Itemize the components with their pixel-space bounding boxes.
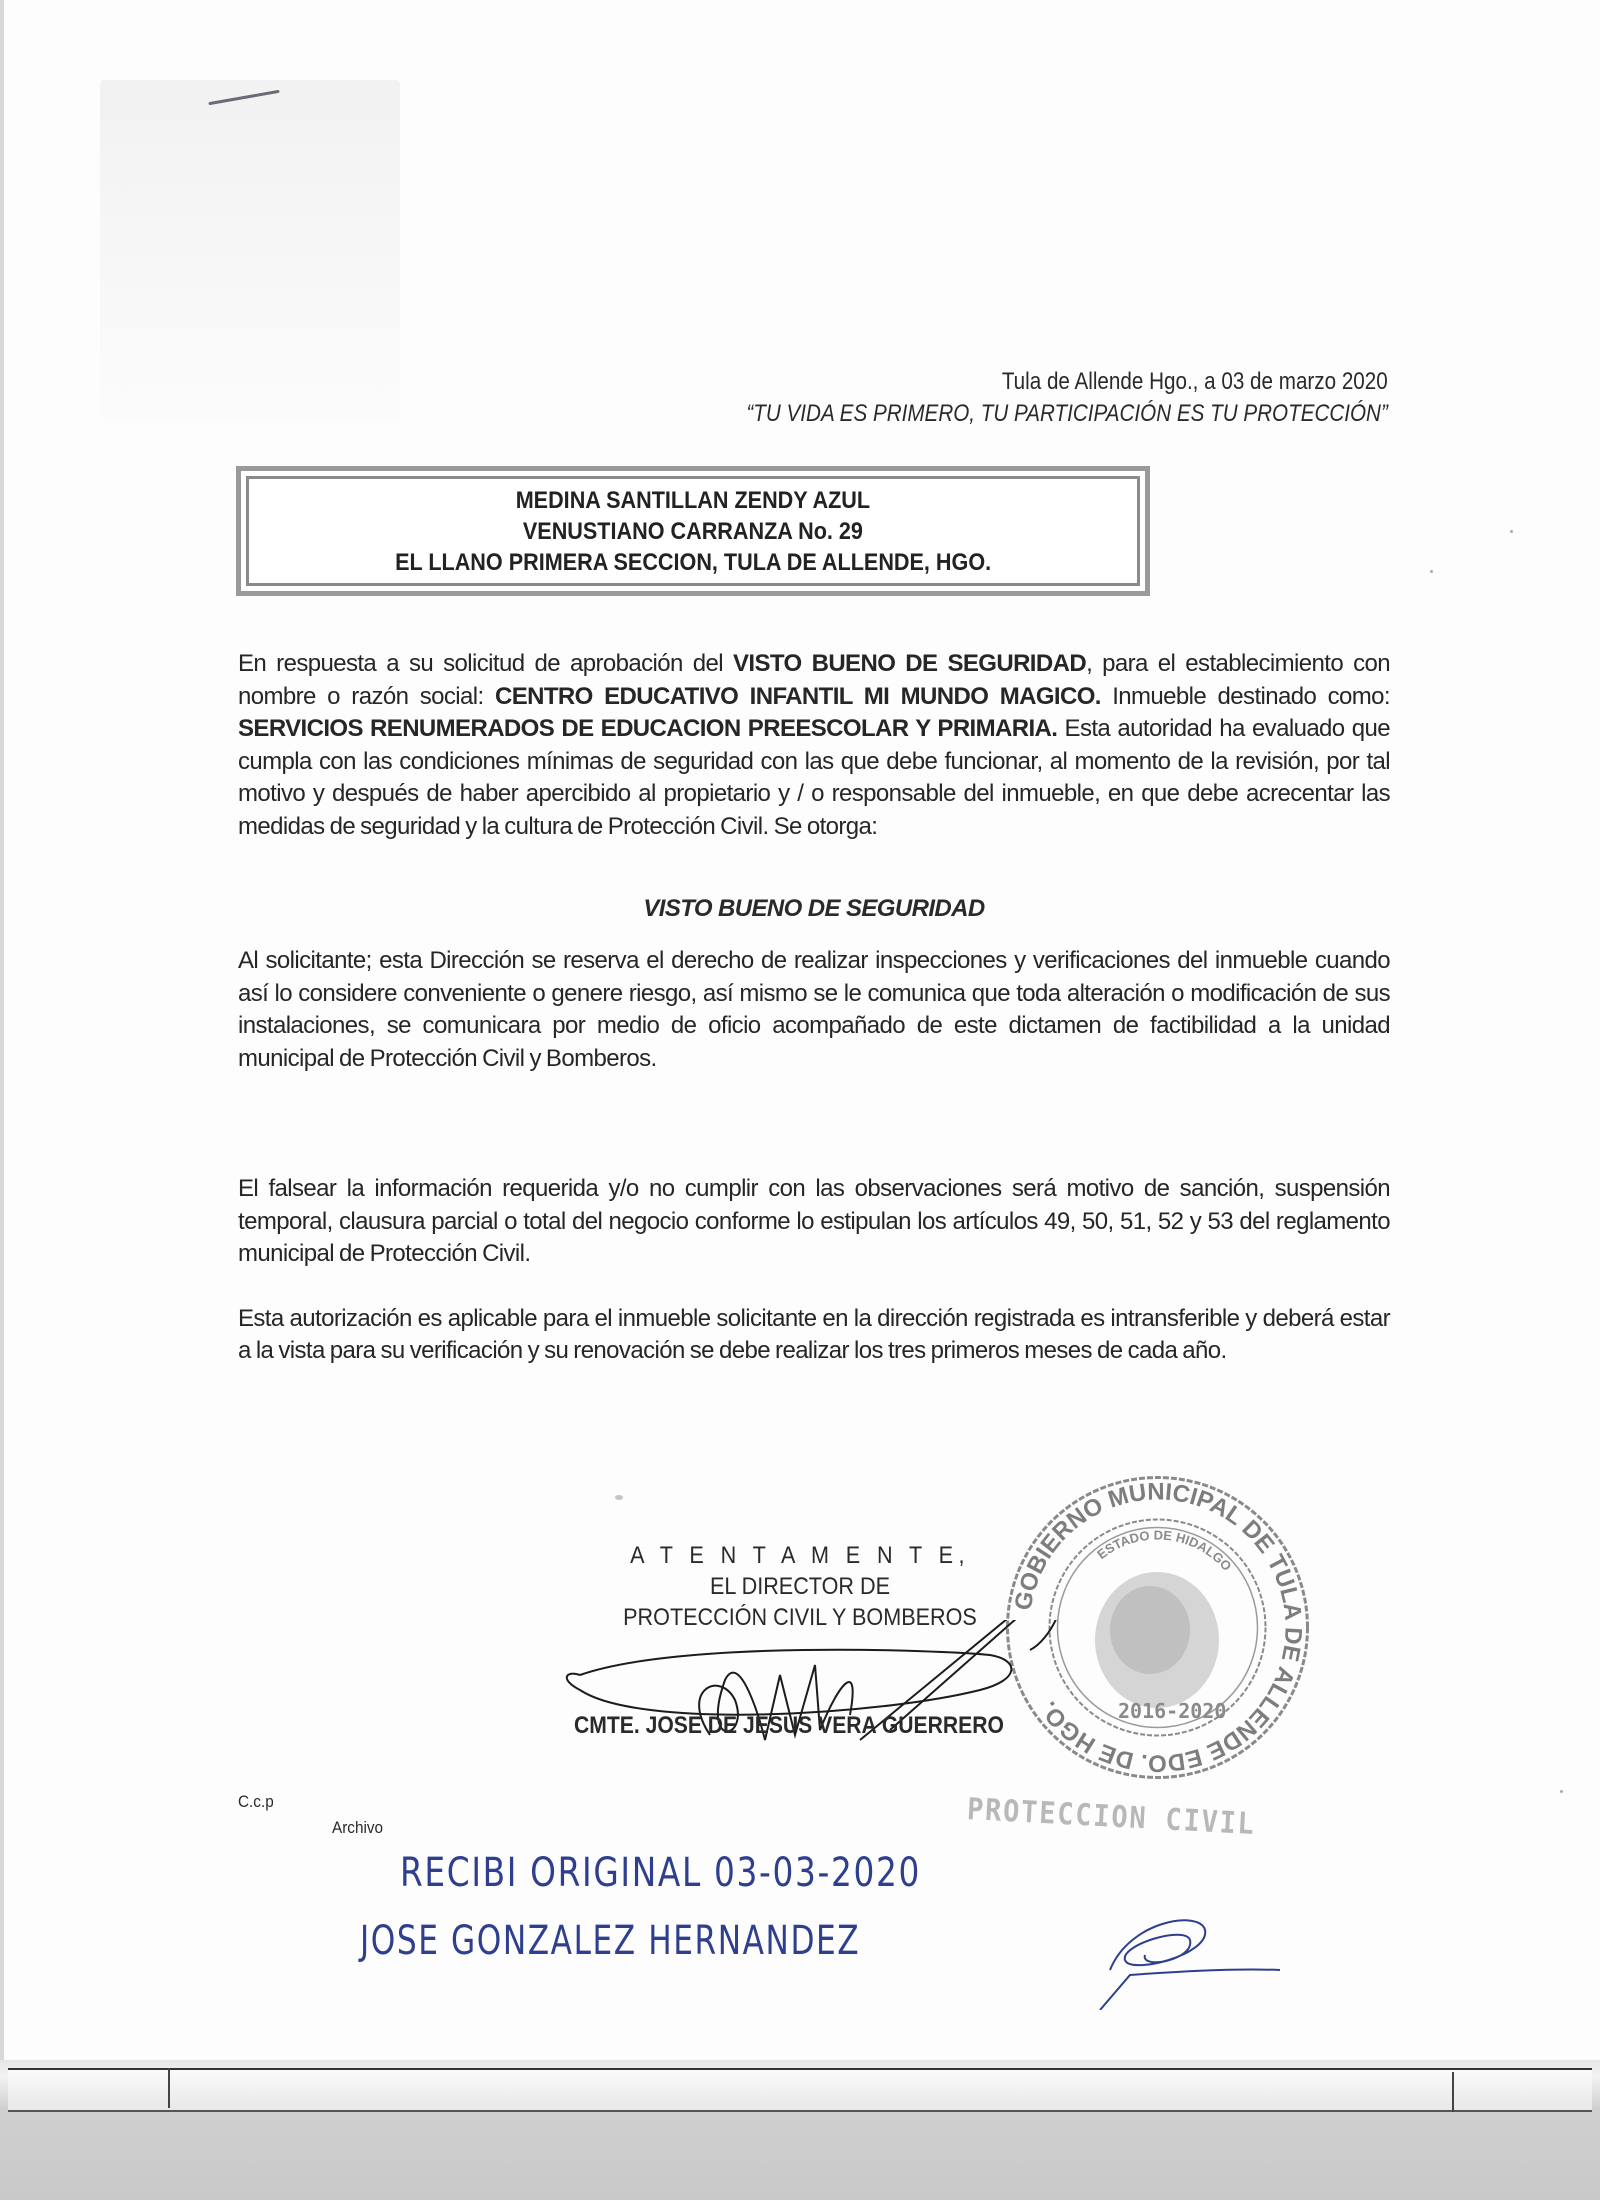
motto: “TU VIDA ES PRIMERO, TU PARTICIPACIÓN ES TU PROTECCIÓN” bbox=[746, 400, 1388, 427]
stamp-years: 2016-2020 bbox=[1118, 1699, 1227, 1723]
title-line-1: EL DIRECTOR DE bbox=[709, 1573, 891, 1600]
p1-text-3: Inmueble destinado como: bbox=[1100, 682, 1390, 710]
paragraph-authorization: Esta autorización es aplicable para el inmueble solicitante en la dirección registrada es intransferible y deberá estar a la vista para su verificación y su renovación se debe realizar los tres primeros meses de cada año. bbox=[238, 1304, 1390, 1364]
subheading: VISTO BUENO DE SEGURIDAD bbox=[643, 895, 985, 922]
handwritten-initials-scribble bbox=[1090, 1880, 1280, 2010]
title-line-2: PROTECCIÓN CIVIL Y BOMBEROS bbox=[623, 1604, 977, 1631]
fold-tick bbox=[1452, 2072, 1454, 2112]
paragraph-sanctions: El falsear la información requerida y/o no cumplir con las observaciones será motivo de sanción, suspensión temporal, clausura parcial o total del negocio conforme lo estipulan los artículos 49, 50, 51, 52 y 53 del reglamento municipal de Protección Civil. bbox=[238, 1175, 1390, 1267]
p1-bold-establishment: CENTRO EDUCATIVO INFANTIL MI MUNDO MAGICO. bbox=[494, 682, 1101, 710]
p1-bold-visto-bueno: VISTO BUENO DE SEGURIDAD bbox=[733, 650, 1087, 677]
handwritten-receiver-name: JOSE GONZALEZ HERNANDEZ bbox=[360, 1918, 861, 1964]
recipient-box bbox=[236, 466, 1150, 596]
letter-body bbox=[238, 648, 1390, 1368]
stamp-footer: PROTECCION CIVIL bbox=[966, 1792, 1257, 1843]
handwritten-received-note: RECIBI ORIGINAL 03-03-2020 bbox=[400, 1850, 921, 1896]
signer-name: CMTE. JOSE DE JESUS VERA GUERRERO bbox=[574, 1712, 1004, 1739]
ccp-label: C.c.p bbox=[238, 1792, 274, 1811]
closing: A T E N T A M E N T E, bbox=[630, 1542, 970, 1569]
stamp-ring-text: GOBIERNO MUNICIPAL DE TULA DE ALLENDE EDO. DE HGO. bbox=[1009, 1478, 1307, 1777]
p1-text-1: En respuesta a su solicitud de aprobación del bbox=[238, 650, 733, 677]
paragraph-inspections: Al solicitante; esta Dirección se reserva el derecho de realizar inspecciones y verificaciones del inmueble cuando así lo considere conveniente o genere riesgo, así mismo se le comunica que toda alteración o modificación de sus instalaciones, se comunicara por medio de oficio acompañado de este dictamen de factibilidad a la unidad municipal de Protección Civil y Bomberos. bbox=[238, 947, 1390, 1072]
recipient-street: VENUSTIANO CARRANZA No. 29 bbox=[522, 517, 864, 545]
faded-letterhead-logo bbox=[100, 80, 400, 420]
recipient-box-inner bbox=[246, 476, 1140, 586]
p1-bold-services: SERVICIOS RENUMERADOS DE EDUCACION PREESCOLAR Y PRIMARIA. bbox=[238, 715, 1058, 742]
scan-speck bbox=[1510, 530, 1513, 533]
page-edge bbox=[0, 0, 4, 2060]
ccp-archivo: Archivo bbox=[332, 1818, 384, 1837]
place-date: Tula de Allende Hgo., a 03 de marzo 2020 bbox=[1002, 368, 1388, 395]
scanner-fold-bar bbox=[8, 2068, 1592, 2112]
fold-tick bbox=[168, 2068, 170, 2108]
stamp-inner-text: ESTADO DE HIDALGO bbox=[1094, 1527, 1235, 1574]
recipient-name: MEDINA SANTILLAN ZENDY AZUL bbox=[515, 486, 871, 514]
scan-speck bbox=[615, 1495, 623, 1500]
scan-speck bbox=[1430, 570, 1433, 573]
paragraph-request bbox=[238, 648, 1390, 843]
scan-speck bbox=[1560, 1790, 1563, 1793]
p1-text-4: Esta autoridad ha evaluado que cumpla con las condiciones mínimas de seguridad con las que debe funcionar, al momento de la revisión, por tal motivo y después de haber apercibido al propietario y / o responsable del inmueble, en que debe acrecentar las medidas de seguridad y la cultura de Protección Civil. Se otorga: bbox=[238, 715, 1390, 840]
recipient-locality: EL LLANO PRIMERA SECCION, TULA DE ALLENDE, HGO. bbox=[394, 548, 992, 576]
p1-text-2: , para el establecimiento con nombre o razón social: bbox=[238, 650, 1390, 710]
